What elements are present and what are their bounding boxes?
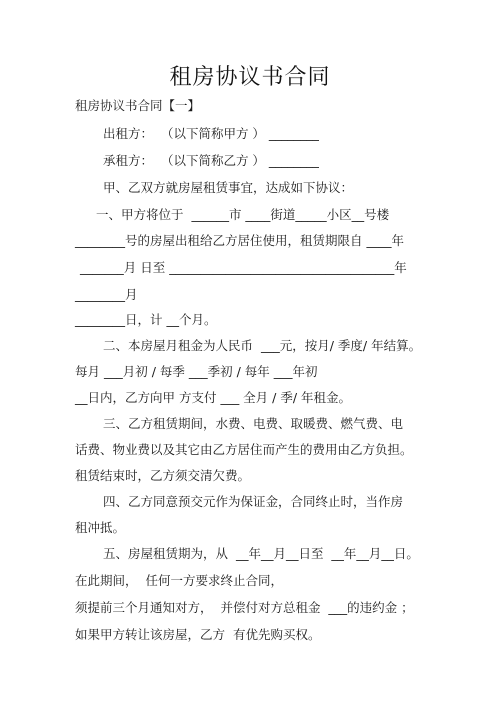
lessor-line: 出租方： （以下简称甲方 ） ________	[103, 126, 319, 141]
clause-4-line-2: 租冲抵。	[75, 520, 126, 535]
clause-3-line-2: 话费、物业费以及其它由乙方居住而产生的费用由乙方负担。	[75, 442, 413, 457]
clause-1-line-3: _______月 日至 ____________________________________年	[80, 260, 407, 275]
clause-5-line-1: 五、房屋租赁期为，从 __年__月__日至 __年__月__日。	[103, 546, 419, 561]
clause-1-line-2: ________号的房屋出租给乙方居住使用，租赁期限自 ____年	[75, 233, 404, 248]
document-title: 租房协议书合同	[169, 65, 331, 90]
contract-heading: 租房协议书合同【一】	[75, 98, 201, 113]
clause-5-line-2: 在此期间， 任何一方要求终止合同，	[75, 573, 283, 588]
clause-4-line-1: 四、乙方同意预交元作为保证金，合同终止时，当作房	[103, 494, 404, 509]
clause-2-line-1: 二、本房屋月租金为人民币 ___元，按月/ 季度/ 年结算。	[103, 338, 422, 353]
clause-5-line-3: 须提前三个月通知对方， 并偿付对方总租金 ___的违约金 ；	[75, 600, 414, 615]
clause-5-line-4: 如果甲方转让该房屋，乙方 有优先购买权。	[75, 627, 321, 642]
clause-1-line-1: 一、甲方将位于 ______市 ____街道_____小区__号楼	[96, 207, 390, 222]
lessee-line: 承租方： （以下简称乙方 ） ________	[103, 153, 319, 168]
clause-2-line-2: 每月 ___月初 / 每季 ___季初 / 每年 ___年初	[75, 364, 318, 379]
agreement-intro: 甲、乙双方就房屋租赁事宜，达成如下协议：	[103, 180, 354, 195]
clause-1-line-4: ________月	[75, 287, 138, 302]
clause-1-line-5: ________日，计 __个月。	[75, 312, 217, 327]
clause-2-line-3: __日内，乙方向甲 方支付 ___ 全月 / 季/ 年租金。	[75, 390, 352, 405]
clause-3-line-1: 三、乙方租赁期间，水费、电费、取暖费、燃气费、电	[103, 416, 404, 431]
clause-3-line-3: 租赁结束时，乙方须交清欠费。	[75, 468, 251, 483]
